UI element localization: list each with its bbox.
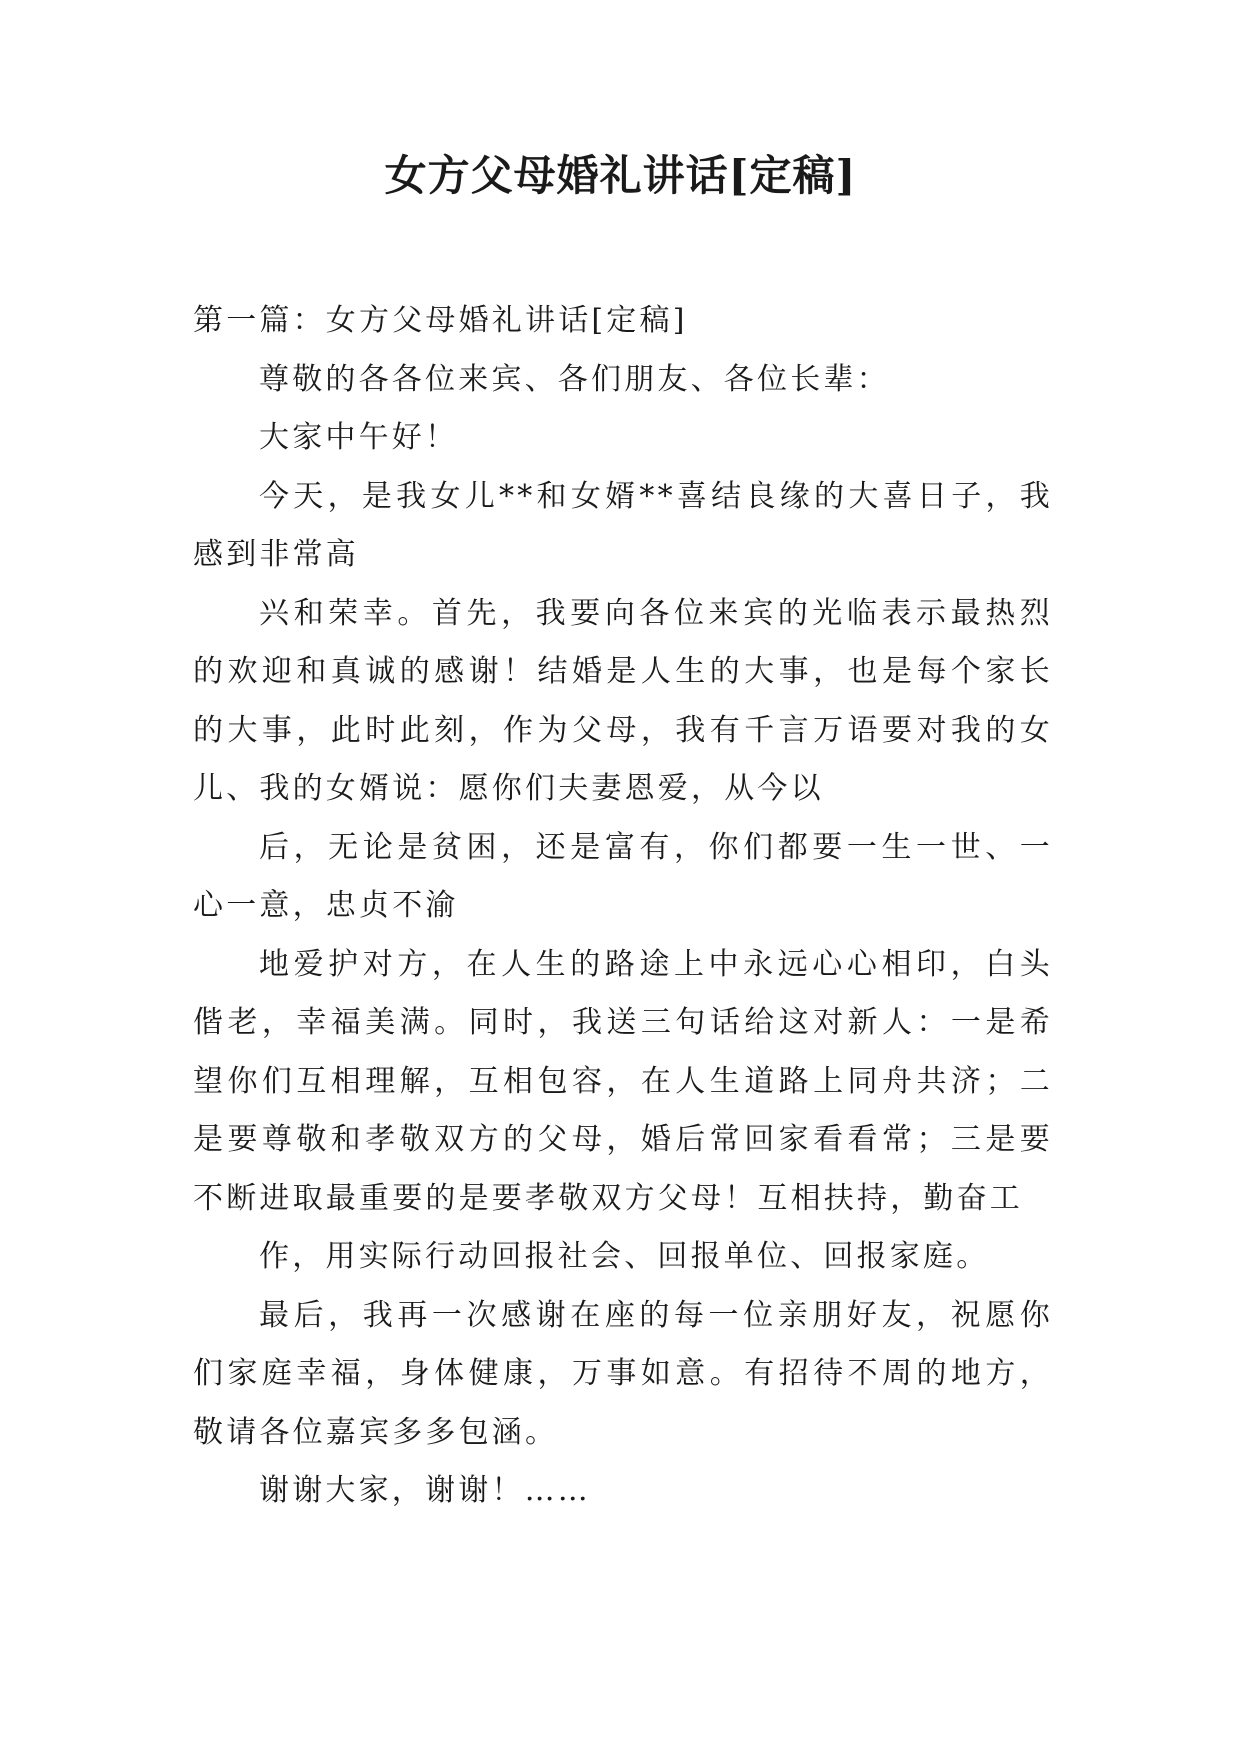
- paragraph: 今天，是我女儿**和女婿**喜结良缘的大喜日子，我感到非常高: [193, 478, 1053, 572]
- paragraph: 兴和荣幸。首先，我要向各位来宾的光临表示最热烈的欢迎和真诚的感谢！结婚是人生的大事，也是每个家长的大事，此时此刻，作为父母，我有千言万语要对我的女儿、我的女婿说：愿你们夫妻恩爱，从今以: [193, 595, 1053, 806]
- document-title: 女方父母婚礼讲话[定稿]: [384, 151, 857, 200]
- paragraph-salutation: 尊敬的各各位来宾、各们朋友、各位长辈：: [259, 361, 890, 397]
- paragraph: 作，用实际行动回报社会、回报单位、回报家庭。: [259, 1239, 990, 1274]
- paragraph-greeting: 大家中午好！: [259, 420, 459, 455]
- paragraph: 最后，我再一次感谢在座的每一位亲朋好友，祝愿你们家庭幸福，身体健康，万事如意。有招待不周的地方，敬请各位嘉宾多多包涵。: [193, 1297, 1053, 1450]
- paragraph-closing: 谢谢大家，谢谢！……: [259, 1473, 591, 1508]
- section-heading: 第一篇：女方父母婚礼讲话[定稿]: [193, 303, 688, 338]
- paragraph: 后，无论是贫困，还是富有，你们都要一生一世、一心一意，忠贞不渝: [193, 829, 1053, 923]
- document-body: [193, 292, 1053, 1521]
- paragraph: 地爱护对方，在人生的路途上中永远心心相印，白头偕老，幸福美满。同时，我送三句话给这对新人：一是希望你们互相理解，互相包容，在人生道路上同舟共济；二是要尊敬和孝敬双方的父母，婚后常回家看看常；三是要不断进取最重要的是要孝敬双方父母！互相扶持，勤奋工: [193, 946, 1053, 1216]
